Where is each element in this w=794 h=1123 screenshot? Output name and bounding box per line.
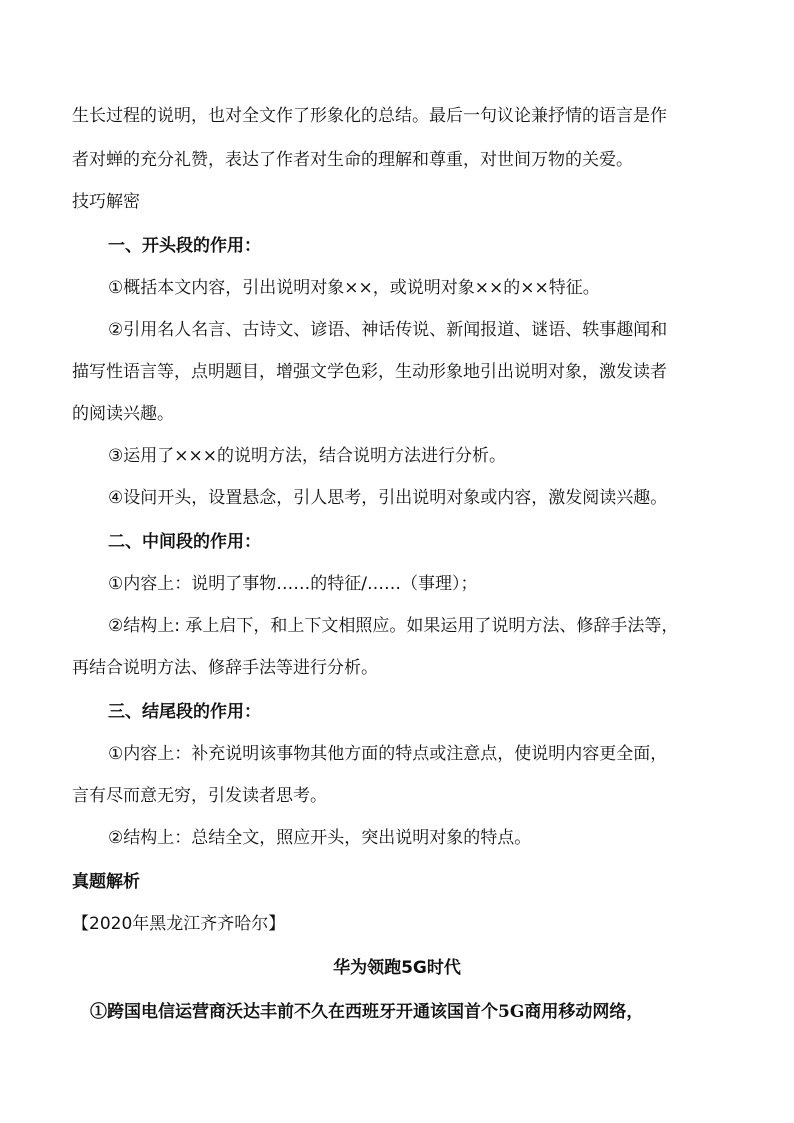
part1-heading: 一、开头段的作用： (108, 236, 261, 256)
part3-item1-line2: 言有尽而意无穷，引发读者思考。 (72, 786, 327, 806)
section-heading-tips: 技巧解密 (72, 192, 140, 212)
part1-item2-line1: ②引用名人名言、古诗文、谚语、神话传说、新闻报道、谜语、轶事趣闻和 (108, 320, 668, 340)
part1-item4: ④设问开头，设置悬念，引人思考，引出说明对象或内容，激发阅读兴趣。 (108, 488, 668, 508)
part1-item3: ③运用了×××的说明方法，结合说明方法进行分析。 (108, 446, 506, 466)
part1-item2-line2: 描写性语言等，点明题目，增强文学色彩，生动形象地引出说明对象，激发读者 (72, 362, 667, 382)
article-paragraph-1: ①跨国电信运营商沃达丰前不久在西班牙开通该国首个5G商用移动网络， (90, 1002, 644, 1022)
part2-item2-line1: ②结构上: 承上启下，和上下文相照应。如果运用了说明方法、修辞手法等， (108, 616, 679, 636)
part2-heading: 二、中间段的作用： (108, 532, 261, 552)
source-tag: 【2020年黑龙江齐齐哈尔】 (72, 914, 286, 934)
intro-line-1: 生长过程的说明，也对全文作了形象化的总结。最后一句议论兼抒情的语言是作 (72, 106, 667, 126)
part3-item2: ②结构上：总结全文，照应开头，突出说明对象的特点。 (108, 828, 532, 848)
part3-heading: 三、结尾段的作用： (108, 702, 261, 722)
part2-item1: ①内容上：说明了事物……的特征/……（事理）； (108, 574, 478, 594)
section-heading-exam: 真题解析 (72, 872, 140, 892)
part1-item2-line3: 的阅读兴趣。 (72, 404, 174, 424)
part2-item2-line2: 再结合说明方法、修辞手法等进行分析。 (72, 658, 378, 678)
intro-line-2: 者对蝉的充分礼赞，表达了作者对生命的理解和尊重，对世间万物的关爱。 (72, 150, 633, 170)
part3-item1-line1: ①内容上：补充说明该事物其他方面的特点或注意点，使说明内容更全面， (108, 744, 668, 764)
part1-item1: ①概括本文内容，引出说明对象××，或说明对象××的××特征。 (108, 278, 600, 298)
article-title: 华为领跑5G时代 (333, 958, 461, 978)
